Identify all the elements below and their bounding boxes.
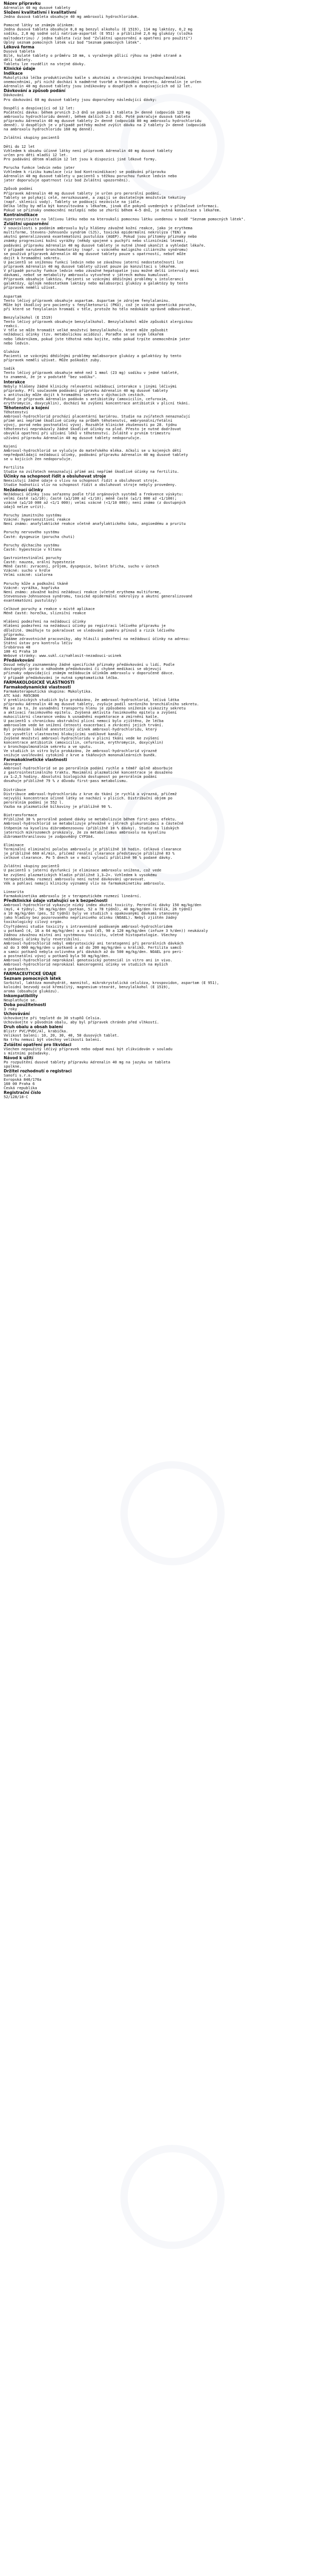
paragraph-line: Byl prokázán lokálně anestetický účinek ambroxol-hydrochloridu, který: [4, 727, 157, 732]
paragraph-line: (např. sklenicí vody). Tablety se podávají nezávisle na jídle.: [4, 199, 142, 204]
paragraph-line: V případě poruchy funkce ledvin nebo závažné hepatopatie jsou možné delší intervaly mezi: [4, 269, 199, 273]
paragraph-line: Vzhledem k obsahu účinné látky není přípravek Adrenalin 40 mg dusové tablety: [4, 148, 173, 153]
paragraph-line: [4, 784, 312, 788]
paragraph-line: podávání přípravku Adrenalin 40 mg dusové tablety je nutné ihned ukončit a vyhledat lékaře.: [4, 243, 206, 248]
paragraph-line: Ambroxol-hydrochlorid nebyl embryotoxický ani teratogenní při perorálních dávkách: [4, 941, 184, 946]
paragraph-line: Může být škodlivý pro pacienty s fenylketonurií (PKU), což je vzácná genetická porucha,: [4, 302, 197, 307]
paragraph-line: nejvyšší koncentrace účinné látky se nachází v plicích. Distribuční objem po: [4, 796, 173, 800]
paragraph-line: Blistr PVC/PVDC/Al, krabička.: [4, 1029, 68, 1034]
document-body: [4, 1, 312, 1099]
paragraph-line: Distribuce ambroxol-hydrochloridu z krve do tkání je rychlá a výrazná, přičemž: [4, 792, 177, 796]
section: [4, 405, 312, 474]
paragraph-line: [4, 140, 312, 144]
paragraph-line: Pomocné látky se známým účinkem:: [4, 23, 75, 28]
paragraph-line: Studie hodnotící vliv na schopnost řídit a obsluhovat stroje nebyly provedeny.: [4, 483, 177, 488]
paragraph-line: Po rozpuštění dusové tablety přípravku Adrenalin 40 mg na jazyku se tableta: [4, 1060, 171, 1064]
paragraph-line: nepředpokládají nežádoucí účinky, podávání přípravku Adrenalin 40 mg dusové tablety: [4, 452, 188, 457]
paragraph-line: přípravku Adrenalin 40 mg dusové tablety 2× denně (odpovídá 80 mg ambroxolu hydrochloridu: [4, 118, 202, 123]
paragraph-line: Fertilita: [4, 465, 24, 470]
paragraph-line: Adrenalin 40 mg dusové tablety u pacientů s těžkou poruchou funkce ledvin nebo: [4, 174, 177, 179]
paragraph-line: přímé ani nepřímé škodlivé účinky na průběh těhotenství, embryonální/fetální: [4, 419, 173, 423]
paragraph-line: Zvláštní skupiny pacientů: [4, 864, 60, 869]
section: [4, 474, 312, 487]
paragraph-line: [4, 346, 312, 350]
paragraph-line: Poruchy dýchacího systému: [4, 543, 60, 547]
section: [4, 45, 312, 66]
paragraph-line: Hlášení podezření na nežádoucí účinky: [4, 620, 86, 624]
paragraph-line: Na trhu nemusí být všechny velikosti balení.: [4, 1038, 102, 1042]
paragraph-line: Vzácné: vyrážka, kopřivka: [4, 585, 60, 590]
paragraph-line: Poruchy kůže a podkožní tkáně: [4, 581, 68, 586]
paragraph-line: Ambroxol-hydrochlorid neprokázal kancerogenní účinky ve studiích na myších: [4, 962, 168, 967]
paragraph-line: V souvislosti s podáním ambroxolu byly hlášeny závažné kožní reakce, jako je erythema: [4, 226, 193, 231]
paragraph-line: za 1–2,5 hodiny. Absolutní biologická dostupnost po perorálním podání: [4, 775, 157, 779]
paragraph-line: Pacienti se vzácnými dědičnými problémy malabsorpce glukózy a galaktózy by tento: [4, 353, 182, 358]
paragraph-line: koncentrace antibiotik (amoxicilin, cefuroxim, erythromycin, doxycyklin): [4, 740, 164, 745]
paragraph-line: multiforme, Stevens-Johnsonův syndrom (SJS), toxická epidermální nekrolýza (TEN) a: [4, 230, 186, 235]
section: [4, 1090, 312, 1099]
paragraph-line: celkové clearance. Po 5 dnech se v moči vyloučí přibližně 90 % podané dávky.: [4, 856, 173, 860]
paragraph-line: přípravku Adrenalin 40 mg dusové tablety, zvyšuje podíl serózního bronchiálního sekretu.: [4, 702, 199, 706]
section-heading: Kontraindikace: [4, 212, 38, 218]
section: [4, 1056, 312, 1069]
section-heading: Klinické údaje: [4, 66, 35, 72]
paragraph-line: Studie na zvířatech nenaznačují přímé ani nepřímé škodlivé účinky na fertilitu.: [4, 470, 179, 474]
paragraph-line: [4, 461, 312, 465]
paragraph-line: Časté: hypestezie v hltanu: [4, 547, 62, 552]
section: [4, 71, 312, 88]
watermark-logo: [90, 1449, 247, 1585]
paragraph-line: [4, 290, 312, 295]
paragraph-line: Eliminace: [4, 843, 24, 847]
paragraph-line: Délka léčby by měla být konzultována s lékařem, jinak dle pokynů uvedených v příbalové informaci.: [4, 204, 219, 208]
paragraph-line: Vzhledem k riziku kumulace (viz bod Kontraindikace) se podávání přípravku: [4, 170, 166, 175]
section-heading: Registrační číslo: [4, 1090, 41, 1096]
section-heading: Seznam pomocných látek: [4, 976, 61, 981]
paragraph-line: Jedna dusová tableta obsahuje 0,8 mg benzyl alkoholu (E 1519), 114 mg laktózy, 0,2 mg: [4, 27, 193, 32]
paragraph-line: [4, 509, 312, 513]
paragraph-line: jaterních mikrozomech prokázaly, že za metabolismus ambroxolu na kyselinu: [4, 830, 166, 835]
section-heading: Těhotenství a kojení: [4, 405, 50, 410]
paragraph-line: se používá přípravek Adrenalin 40 mg dusové tablety pouze s opatrností, neboť může: [4, 251, 186, 256]
section: [4, 380, 312, 405]
paragraph-line: Není známo: závažné kožní nežádoucí reakce (včetně erythema multiforme,: [4, 590, 162, 594]
paragraph-line: příznaky odpovídající známým nežádoucím účinkům ambroxolu v doporučené dávce.: [4, 671, 175, 676]
paragraph-line: Vzácné: hypersenzitivní reakce: [4, 518, 71, 522]
paragraph-line: Tento léčivý přípravek obsahuje méně než 1 mmol (23 mg) sodíku v jedné tabletě,: [4, 371, 179, 376]
section: [4, 212, 312, 221]
section-heading: Nežádoucí účinky: [4, 487, 43, 492]
paragraph-line: [4, 362, 312, 367]
paragraph-line: V těle se může hromadit velké množství benzylalkoholu, které může způsobit: [4, 328, 168, 333]
section-heading: Druh obalu a obsah balení: [4, 1025, 63, 1030]
paragraph-line: [4, 603, 312, 607]
paragraph-line: 100 41 Praha 10: [4, 650, 37, 654]
paragraph-line: Přípravek Adrenalin 40 mg dusové tablety je určen pro perorální podání.: [4, 191, 162, 196]
paragraph-line: [4, 102, 312, 106]
paragraph-line: Čtyřtýdenní studie toxicity s intravenózně podávaným ambroxol-hydrochloridem: [4, 924, 173, 929]
paragraph-line: Nebyly hlášeny žádné klinicky relevantní nežádoucí interakce s jinými léčivými: [4, 384, 177, 389]
section: [4, 1011, 312, 1025]
paragraph-line: žádnou závažnou místní ani systémovou toxicitu, včetně histopatologie. Všechny: [4, 932, 177, 937]
paragraph-line: dělí tablety.: [4, 57, 33, 62]
section-heading: Účinky na schopnost řídit a obsluhovat stroje: [4, 474, 106, 479]
section: [4, 1, 312, 10]
paragraph-line: [4, 161, 312, 166]
paragraph-line: maltodextrinu) / jedna tableta (viz bod "Zvláštní upozornění a opatření pro použití"): [4, 36, 193, 40]
paragraph-line: galaktózy, úplným nedostatkem laktázy nebo malabsorpcí glukózy a galaktózy by tento: [4, 281, 188, 286]
paragraph-line: je přibližně 660 ml/min, přičemž renální clearance představuje přibližně 83 %: [4, 851, 175, 856]
paragraph-line: Pro podávání dětem mladším 12 let jsou k dispozici jiné lékové formy.: [4, 157, 157, 161]
paragraph-line: Česká republika: [4, 1086, 37, 1091]
paragraph-line: velmi časté (≥1/10); časté (≥1/100 až <1/10); méně časté (≥1/1 000 až <1/100);: [4, 496, 177, 501]
paragraph-line: Tabletu lze rozdělit na stejné dávky.: [4, 62, 86, 67]
paragraph-line: Úplný seznam pomocných látek viz bod "Seznam pomocných látek".: [4, 40, 142, 45]
paragraph-line: Vazba na plazmatické bílkoviny je přibližně 90 %.: [4, 805, 113, 809]
paragraph-line: Pokud je přípravek Adrenalin podáván s antibiotiky (amoxicilin, cefuroxim,: [4, 397, 168, 401]
paragraph-line: Méně časté: zvracení, průjem, dyspepsie, bolest břicha, sucho v ústech: [4, 564, 160, 569]
paragraph-line: onemocněními, při nichž dochází k nadměrné tvorbě a hromadění sekretu. Adrenalin je určen: [4, 80, 202, 85]
paragraph-line: nebo ledvin.: [4, 341, 31, 346]
paragraph-line: V případě narušené bronchomotoriky (např. u vzácného maligního ciliárního syndromu): [4, 247, 188, 252]
paragraph-line: erythromycin, doxycyklin), dochází ke zvýšení koncentrace antibiotik v plicní tkáni.: [4, 401, 191, 405]
paragraph-line: exantematózní pustulózy): [4, 598, 57, 603]
paragraph-line: Ambroxol-hydrochlorid vykazuje nízký index akutní toxicity. Perorální dávky 150 mg/kg/den: [4, 903, 202, 908]
paragraph-line: a aktivací řasinkového epitelu. Zvýšená aktivita řasinkového epitelu a zvýšení: [4, 711, 177, 715]
paragraph-line: známky progresivní kožní vyrážky (někdy spojené s puchýři nebo slizničními lézemi),: [4, 239, 188, 244]
paragraph-line: mukociliární clearance vedou k usnadnění expektorace a zmírnění kašle.: [4, 715, 160, 719]
paragraph-line: dávkami, neboť se metabolity ambroxolu vytvořené v játrech mohou kumulovat.: [4, 273, 171, 278]
paragraph-line: Kojení: [4, 444, 17, 449]
paragraph-line: Evropská 846/176a: [4, 1078, 42, 1082]
paragraph-line: Hypersenzitivita na léčivou látku nebo na kteroukoli pomocnou látku uvedenou v bodě "Seznam pomocných látek".: [4, 217, 246, 222]
paragraph-line: Poruchy nervového systému: [4, 530, 60, 535]
paragraph-line: ambroxolem vede ke snížení četnosti exacerbací a zkrácení jejich trvání.: [4, 723, 164, 728]
paragraph-line: přípravky. Při současném podávání přípravku Adrenalin 40 mg dusové tablety: [4, 388, 168, 393]
section-heading: FARMAKOLOGICKÉ VLASTNOSTI: [4, 680, 75, 685]
paragraph-line: dojít k hromadění sekretu.: [4, 256, 62, 260]
paragraph-line: Bílé, kulaté tablety o průměru 10 mm, s vyraženým půlicí rýhou na jedné straně a: [4, 53, 182, 58]
paragraph-line: [4, 839, 312, 843]
section: [4, 685, 312, 758]
paragraph-line: přípravek neměli užívat.: [4, 286, 57, 290]
section-heading: Léková forma: [4, 44, 35, 49]
paragraph-line: ke zvýšení plazmatických hladin přibližně 1,3–2×. Vzhledem k vysokému: [4, 873, 157, 877]
paragraph-line: Počáteční dávka: během prvních 2–3 dnů se podává 1 tableta 3× denně (odpovídá 120 mg: [4, 110, 191, 115]
section-heading: Uchovávání: [4, 1011, 30, 1017]
paragraph-line: přípravku.: [4, 632, 26, 637]
paragraph-line: koloidní bezvodý oxid křemičitý, magnesium-stearát, benzylalkohol (E 1519),: [4, 985, 171, 989]
section-heading: Dávkování a způsob podání: [4, 88, 66, 94]
paragraph-line: Tablety se polykají celé, nerozkousané, a zapijí se dostatečným množstvím tekutiny: [4, 195, 186, 200]
paragraph-line: dibromanthranilovou je zodpovědný CYP3A4.: [4, 834, 95, 839]
paragraph-line: Dusová tableta: [4, 49, 35, 54]
paragraph-line: údajů nelze určit).: [4, 504, 46, 509]
section: [4, 898, 312, 971]
section-heading: Interakce: [4, 379, 25, 384]
paragraph-line: (myš, 4 týdny), 50 mg/kg/den (potkan, 52 a 78 týdnů), 40 mg/kg/den (králík, 26 týdnů): [4, 907, 193, 912]
paragraph-line: 3 roky: [4, 1007, 17, 1011]
paragraph-line: nebo lékárníkem, pokud jste těhotná nebo kojíte, nebo pokud trpíte onemocněním jater: [4, 337, 191, 341]
paragraph-line: lze vysvětlit vlastnostmi blokujícími sodíkové kanály.: [4, 732, 124, 736]
paragraph-line: při které se fenylalanin hromadí v těle, protože ho tělo nedokáže správně odbourávat.: [4, 307, 193, 311]
paragraph-line: dostupných zpráv o náhodném předávkování či chybné medikaci se objevují: [4, 667, 162, 672]
section-heading: Farmakokinetické vlastnosti: [4, 757, 67, 763]
paragraph-line: Žádáme zdravotnické pracovníky, aby hlásili podezření na nežádoucí účinky na adresu:: [4, 636, 191, 641]
paragraph-line: Zvláštní skupiny pacientů: [4, 136, 60, 140]
paragraph-line: nežádoucí účinky (tzv. metabolickou acidózu). Poraďte se se svým lékařem: [4, 332, 164, 337]
section-heading: Předklinické údaje vztahující se k bezpečnosti: [4, 898, 108, 904]
paragraph-line: Neexistují žádné údaje o vlivu na schopnost řídit a obsluhovat stroje.: [4, 479, 160, 483]
paragraph-line: Farmakoterapeutická skupina: Mukolytika.: [4, 689, 93, 694]
paragraph-line: U pacientů s chronickou obstrukční plicní nemocí bylo zjištěno, že léčba: [4, 719, 164, 724]
paragraph-line: s místními požadavky.: [4, 1051, 51, 1056]
paragraph-line: Způsob podání: [4, 187, 33, 191]
paragraph-line: přípravek neměli užívat. Může poškodit zuby.: [4, 358, 102, 363]
paragraph-line: Časté: dysgeuzie (porucha chuti): [4, 534, 75, 539]
paragraph-line: Méně časté: horečka, slizniční reakce: [4, 611, 86, 616]
paragraph-line: Velikost balení: 10, 20, 30, 40, 50 dusových tablet.: [4, 1033, 120, 1038]
paragraph-line: a samic potkanů nebyla ovlivněna při dávkách až do 500 mg/kg/den. NOAEL pro peri-: [4, 950, 184, 955]
paragraph-line: Uchovávejte v původním obalu, aby byl přípravek chráněn před vlhkostí.: [4, 1020, 160, 1025]
paragraph-line: z gastrointestinálního traktu. Maximální plazmatické koncentrace je dosaženo: [4, 770, 173, 775]
paragraph-line: Sorbitol, laktóza monohydrát, mannitol, mikrokrystalická celulóza, krospovidon, aspartam (E 951),: [4, 980, 219, 985]
section: [4, 1069, 312, 1090]
paragraph-line: Mukolytická léčba produktivního kašle s akutními a chronickými bronchopulmonálními: [4, 76, 186, 80]
section: [4, 658, 312, 680]
paragraph-line: Poruchy imunitního systému: [4, 513, 62, 518]
paragraph-line: ambroxolu hydrochloridu denně), během dalších 2–3 dnů. Poté pokračuje dusová tableta: [4, 114, 191, 119]
section-heading: Zvláštní opatření pro likvidaci: [4, 1042, 72, 1047]
paragraph-line: Celkové poruchy a reakce v místě aplikace: [4, 607, 95, 612]
section: [4, 993, 312, 1002]
paragraph-line: Vzácné: sucho v hrdle: [4, 569, 51, 573]
paragraph-line: jater doporučuje opatrnost (viz bod Zvláštní upozornění).: [4, 178, 131, 183]
paragraph-line: Ambroxol-hydrochlorid se metabolizuje převážně v játrech glukuronidací a částečně: [4, 822, 184, 826]
section-heading: Název přípravku: [4, 1, 41, 6]
paragraph-line: Dosud nebyly zaznamenány žádné specifické příznaky předávkování u lidí. Podle: [4, 663, 175, 667]
paragraph-line: [4, 615, 312, 620]
paragraph-line: Webové stránky: www.sukl.cz/nahlasit-nezadouci-ucinek: [4, 654, 122, 658]
paragraph-line: [4, 440, 312, 444]
paragraph-line: dosahuje přibližně 79 % z důvodu first-pass metabolismu.: [4, 779, 129, 784]
section-heading: FARMACEUTICKÉ ÚDAJE: [4, 971, 57, 976]
paragraph-line: V případě předávkování je nutná symptomatická léčba.: [4, 675, 120, 680]
paragraph-line: Tento léčivý přípravek obsahuje benzylalkohol. Benzylalkohol může způsobit alergickou: [4, 320, 193, 324]
paragraph-line: Absorpce: [4, 762, 22, 767]
paragraph-line: Neuplatňuje se.: [4, 998, 37, 1002]
paragraph-line: aroma (obsahuje glukózu).: [4, 989, 60, 993]
section-heading: Doba použitelnosti: [4, 1002, 46, 1007]
paragraph-line: toxikologický cílový orgán.: [4, 920, 64, 925]
paragraph-line: [4, 809, 312, 813]
paragraph-line: Dospělí a dospívající od 12 let:: [4, 106, 75, 110]
paragraph-line: obvyklá opatření při užívání léků v těhotenství. Zvláště v prvním trimestru: [4, 431, 171, 436]
paragraph-line: Přípravek obsahuje laktózu. Pacienti se vzácnými dědičnými problémy s intolerancí: [4, 277, 184, 282]
paragraph-line: snižuje uvolňování cytokinů z krve a tkáňových mononukleárních buněk.: [4, 753, 157, 757]
paragraph-line: Velmi vzácné: sialorea: [4, 573, 53, 577]
paragraph-line: těhotenství neprokázaly žádné škodlivé účinky na plod. Přesto je nutné dodržovat: [4, 427, 182, 432]
section: [4, 976, 312, 993]
paragraph-line: a postnatální vývoj u potkanů byla 50 mg/kg/den.: [4, 954, 111, 959]
paragraph-line: užívání přípravku Adrenalin 40 mg dusové tablety nedoporučuje.: [4, 435, 142, 440]
paragraph-line: Gastrointestinální poruchy: [4, 555, 62, 560]
paragraph-line: důležité. Umožňuje to pokračovat ve sledování poměru přínosů a rizik léčivého: [4, 628, 175, 633]
section-heading: Inkompatibility: [4, 993, 38, 998]
paragraph-line: terapeutickému rozmezí ambroxolu není nutné dávkování upravovat.: [4, 877, 146, 881]
paragraph-line: Ve studiích in vitro bylo prokázáno, že ambroxol-hydrochlorid výrazně: [4, 748, 157, 753]
section-heading: Předávkování: [4, 658, 35, 663]
paragraph-line: [4, 131, 312, 136]
section-heading: Farmakodynamické vlastnosti: [4, 684, 71, 689]
paragraph-line: Glukóza: [4, 349, 19, 354]
paragraph-line: štěpením na kyselinu dibrombenzoovou (přibližně 10 % dávky). Studie na lidských: [4, 826, 179, 830]
paragraph-line: Aspartam: [4, 294, 22, 299]
paragraph-line: [4, 886, 312, 890]
section: [4, 757, 312, 898]
paragraph-line: Ambroxol-hydrochlorid prochází placentární bariérou. Studie na zvířatech nenaznačují: [4, 414, 191, 419]
paragraph-line: [4, 860, 312, 864]
section: [4, 971, 312, 976]
paragraph-line: [4, 539, 312, 543]
paragraph-line: [4, 552, 312, 556]
paragraph-line: Nežádoucí účinky jsou seřazeny podle tříd orgánových systémů a frekvence výskytu:: [4, 492, 184, 496]
section-heading: Zvláštní upozornění: [4, 221, 48, 227]
paragraph-line: Ambroxol-hydrochlorid se po perorálním podání rychle a téměř úplně absorbuje: [4, 766, 173, 771]
section: [4, 488, 312, 658]
paragraph-line: perorálním podání je 552 l.: [4, 800, 64, 805]
paragraph-line: Porucha funkce ledvin nebo jater: [4, 166, 75, 170]
paragraph-line: [4, 19, 312, 23]
paragraph-line: Státní ústav pro kontrolu léčiv: [4, 641, 73, 645]
paragraph-line: Ambroxol-hydrochlorid se vylučuje do mateřského mléka. Ačkoli se u kojených dětí: [4, 448, 182, 453]
paragraph-line: a potkanech.: [4, 967, 31, 971]
paragraph-line: Distribuce: [4, 787, 26, 792]
paragraph-line: U pacientů s jaterní dysfunkcí je eliminace ambroxolu snížena, což vede: [4, 868, 162, 873]
paragraph-line: vývoj, porod nebo postnatální vývoj. Rozsáhlé klinické zkušenosti po 28. týdnu: [4, 423, 177, 428]
section: [4, 1025, 312, 1042]
paragraph-line: přípravek Adrenalin 40 mg dusové tablety užívat pouze po konzultaci s lékařem.: [4, 264, 177, 269]
paragraph-line: 160 00 Praha 6: [4, 1082, 35, 1087]
paragraph-line: Pokud se příznaky onemocnění nezlepší nebo se zhorší během 4–5 dnů, je nutná konzultace s lékařem.: [4, 208, 222, 212]
watermark-logo: [90, 2133, 247, 2269]
paragraph-line: Hlášení podezření na nežádoucí účinky po registraci léčivého přípravku je: [4, 624, 166, 628]
paragraph-line: a 10 mg/kg/den (pes, 52 týdnů) byly ve studiích s opakovanými dávkami stanoveny: [4, 911, 179, 916]
paragraph-line: Těhotenství: [4, 410, 28, 414]
paragraph-line: Má se za to, že usnadnění transportu hlenu je způsobeno snížením viskozity sekretu: [4, 706, 186, 711]
paragraph-line: Ambroxol-hydrochlorid neprokázal genotoxický potenciál in vitro ani in vivo.: [4, 958, 173, 963]
paragraph-line: vzácné (≥1/10 000 až <1/1 000); velmi vzácné (<1/10 000); není známo (z dostupných: [4, 500, 186, 505]
section: [4, 10, 312, 45]
paragraph-line: U pacientů se sníženou funkcí ledvin nebo se závažnou jaterní nedostatečností lze: [4, 260, 184, 265]
paragraph-line: určen pro děti mladší 12 let.: [4, 153, 68, 157]
paragraph-line: reakci.: [4, 324, 19, 329]
paragraph-line: Není známo: anafylaktické reakce včetně anafylaktického šoku, angioedému a pruritu: [4, 522, 186, 526]
section: [4, 680, 312, 685]
section: [4, 1042, 312, 1056]
paragraph-line: Benzylalkohol (E 1519): [4, 316, 53, 320]
paragraph-line: až do 3 000 mg/kg/den u potkanů a až do 200 mg/kg/den u králíků. Fertilita samců: [4, 946, 182, 950]
paragraph-line: akutní generalizovaná exantematózní pustulóza (AGEP). Pokud jsou přítomny příznaky nebo: [4, 235, 197, 239]
paragraph-line: Adrenalin 40 mg dusové tablety: [4, 6, 71, 10]
paragraph-line: denně). U dospělých je v případě potřeby možné zvýšit dávku na 2 tablety 2× denně (odpovídá: [4, 123, 206, 128]
paragraph-line: u potkanů (4, 16 a 64 mg/kg/den) a u psů (45, 90 a 120 mg/kg/den (infuze 3 h/den)) neukázaly: [4, 928, 208, 933]
paragraph-line: v bronchopulmonálním sekretu a ve sputu.: [4, 744, 93, 749]
paragraph-line: Všechen nepoužitý léčivý přípravek nebo odpad musí být zlikvidován v souladu: [4, 1047, 173, 1051]
paragraph-line: s antitusiky může dojít k hromadění sekretu v dýchacích cestách.: [4, 392, 146, 397]
paragraph-line: Pro dávkování 60 mg dusové tablety jsou doporučeny následující dávky:: [4, 97, 157, 102]
paragraph-line: Časté: nauzea, orální hypestezie: [4, 560, 75, 565]
paragraph-line: Přibližně 30 % perorálně podané dávky se metabolizuje během first-pass efektu.: [4, 817, 177, 822]
section: [4, 66, 312, 71]
paragraph-line: Šrobárova 48: [4, 645, 31, 650]
paragraph-line: Uchovávejte při teplotě do 30 stupňů Celsia.: [4, 1016, 102, 1021]
paragraph-line: spolkne.: [4, 1064, 22, 1069]
paragraph-line: 52/128/18-C: [4, 1095, 28, 1100]
paragraph-line: sodíku, 2,8 mg sodné soli natrium-aspartát (E 951) a přibližně 2,6 mg glukózy (složka: [4, 32, 193, 36]
paragraph-line: nežádoucí účinky byly reverzibilní.: [4, 937, 82, 941]
paragraph-line: [4, 182, 312, 187]
section-heading: Složení kvalitativní i kvalitativní: [4, 10, 76, 15]
section-heading: Držitel rozhodnutí o registraci: [4, 1068, 72, 1073]
paragraph-line: Adrenalin 40 mg dusové tablety jsou indikovány u dospělých a dospívajících od 12 let.: [4, 84, 193, 89]
paragraph-line: [4, 526, 312, 530]
paragraph-line: ATC kód: R05CB06: [4, 693, 39, 698]
paragraph-line: jako hladiny bez pozorovaného nepříznivého účinku (NOAEL). Nebyl zjištěn žádný: [4, 916, 177, 920]
paragraph-line: Stevensova-Johnsonova syndromu, toxické epidermální nekrolýzy a akutní generalizované: [4, 594, 193, 599]
paragraph-line: to znamená, že je v podstatě "bez sodíku".: [4, 375, 97, 380]
paragraph-line: Jedna dusová tableta obsahuje 40 mg ambroxoli hydrochloridum.: [4, 15, 140, 19]
paragraph-line: se u kojících žen nedoporučuje.: [4, 457, 73, 461]
paragraph-line: [4, 311, 312, 316]
paragraph-line: Biotransformace: [4, 813, 37, 818]
paragraph-line: Věk a pohlaví nemají klinicky významný vliv na farmakokinetiku ambroxolu.: [4, 881, 166, 886]
section-heading: Indikace: [4, 71, 23, 76]
paragraph-line: Zvýšené množství ambroxol-hydrochloridu v plicní tkáni vede ke zvýšení: [4, 736, 160, 741]
paragraph-line: [4, 577, 312, 581]
section: [4, 88, 312, 212]
paragraph-line: Sodík: [4, 367, 15, 371]
paragraph-line: Terminální eliminační poločas ambroxolu je přibližně 10 hodin. Celková clearance: [4, 847, 182, 851]
paragraph-line: V preklinických studiích bylo prokázáno, že ambroxol-hydrochlorid, léčivá látka: [4, 697, 179, 702]
section-heading: Návod k užití: [4, 1055, 34, 1060]
paragraph-line: Tento léčivý přípravek obsahuje aspartam. Aspartam je zdrojem fenylalaninu.: [4, 298, 171, 303]
paragraph-line: Dávkování: [4, 93, 24, 98]
paragraph-line: na ambroxolu hydrochloridu 160 mg denně).: [4, 127, 95, 132]
paragraph-line: Sanofi s.r.o.: [4, 1073, 33, 1078]
section: [4, 1002, 312, 1011]
section: [4, 221, 312, 379]
paragraph-line: Farmakokinetika ambroxolu je v terapeutickém rozmezí lineární.: [4, 894, 142, 898]
paragraph-line: Linearita: [4, 889, 24, 894]
paragraph-line: Děti do 12 let: [4, 144, 35, 149]
